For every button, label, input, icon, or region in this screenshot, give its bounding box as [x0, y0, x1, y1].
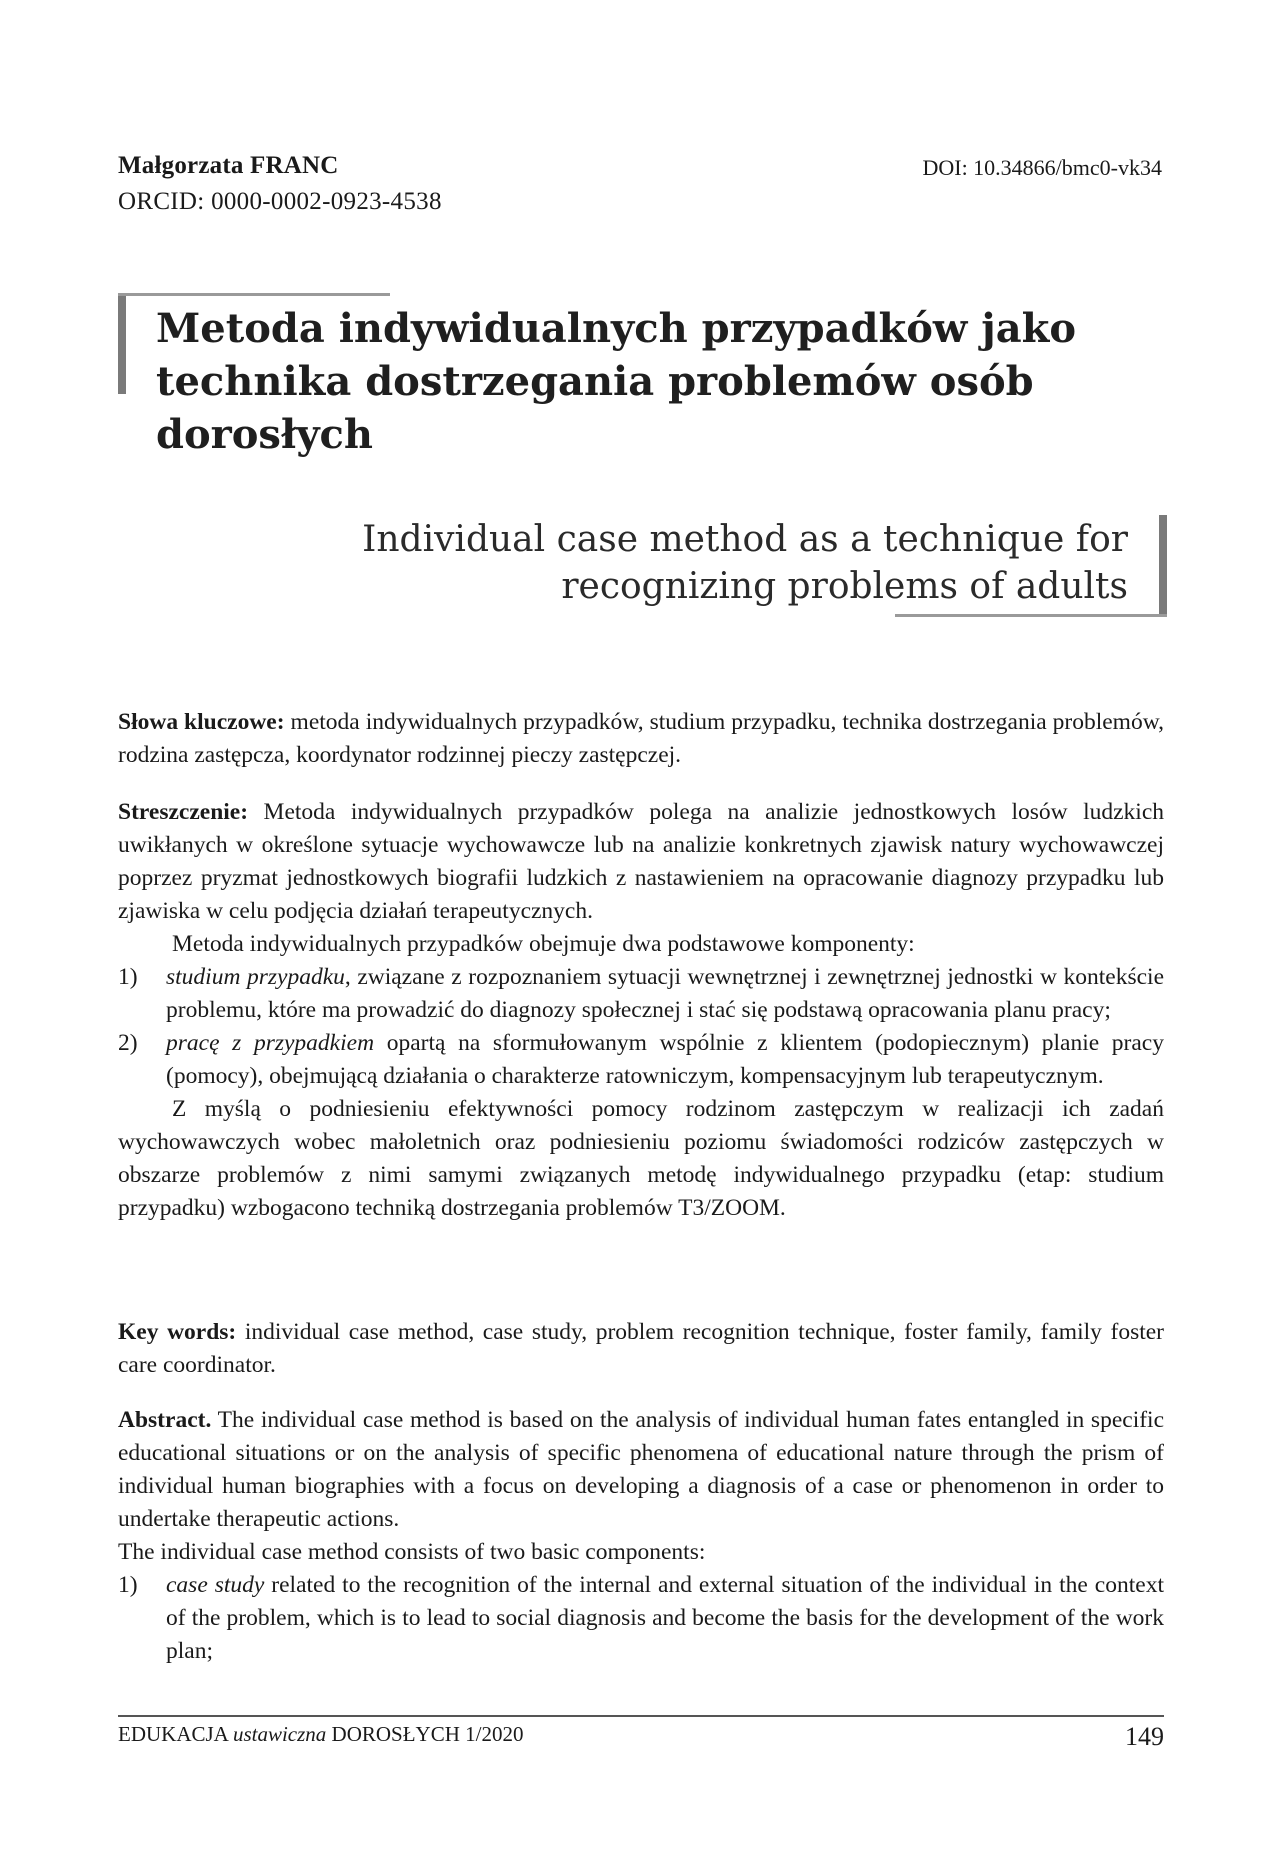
doi: DOI: 10.34866/bmc0-vk34	[922, 155, 1162, 180]
abstract-en-intro: The individual case method is based on the analysis of individual human fates entangled in specific educational situations or on the analysis of specific phenomena of educational nature through the prism of individual human biographies with a focus on developing a diagnosis of a case or phenomenon in order to undertake therapeutic actions.	[118, 1407, 1165, 1532]
title-en-line-2: recognizing problems of adults	[561, 566, 1128, 607]
title-accent-rule	[118, 293, 390, 296]
abstract-en-item-1-term: case study	[166, 1572, 265, 1598]
title-pl-line-1: Metoda indywidualnych przypadków jako	[156, 305, 1077, 352]
subtitle-accent-rule	[895, 614, 1167, 617]
page-number: 149	[1125, 1722, 1164, 1751]
abstract-pl-item-1	[118, 961, 1164, 1027]
author-orcid: ORCID: 0000-0002-0923-4538	[118, 188, 442, 215]
keywords-pl-label: Słowa kluczowe:	[118, 709, 285, 735]
author-name: Małgorzata FRANC	[118, 152, 339, 179]
abstract-en-components-lead: The individual case method consists of two basic components:	[118, 1539, 706, 1565]
abstract-pl-item-1-term: studium przypadku	[166, 964, 345, 990]
article-title-en	[228, 516, 1128, 610]
footer-journal-italic: ustawiczna	[232, 1722, 327, 1746]
abstract-pl	[118, 796, 1164, 1225]
footer-journal-prefix: EDUKACJA	[118, 1722, 228, 1746]
abstract-pl-item-2-text: opartą na sformułowanym wspólnie z klientem (podopiecznym) planie pracy (pomocy), obejmującą działania o charakterze ratowniczym, kompensacyjnym lub terapeutycznym.	[166, 1030, 1164, 1089]
title-en-line-1: Individual case method as a technique for	[362, 519, 1128, 560]
abstract-en-item-1	[118, 1569, 1164, 1668]
abstract-pl-closing: Z myślą o podniesieniu efektywności pomocy rodzinom zastępczym w realizacji ich zadań wychowawczych wobec małoletnich oraz podniesieniu poziomu świadomości rodziców zastępczych w obszarze problemów z nimi samymi związanych metodę indywidualnego przypadku (etap: studium przypadku) wzbogacono techniką dostrzegania problemów T3/ZOOM.	[118, 1096, 1164, 1221]
footer-journal-suffix: DOROSŁYCH 1/2020	[331, 1722, 524, 1746]
keywords-pl	[118, 706, 1164, 772]
title-pl-line-3: dorosłych	[156, 411, 373, 458]
title-accent-bar	[118, 296, 126, 394]
keywords-en-text: individual case method, case study, problem recognition technique, foster family, family foster care coordinator.	[118, 1319, 1164, 1378]
keywords-en-label: Key words:	[118, 1319, 237, 1345]
subtitle-accent-bar	[1159, 515, 1167, 615]
abstract-en-label: Abstract.	[118, 1407, 212, 1433]
title-pl-line-2: technika dostrzegania problemów osób	[156, 358, 1034, 405]
abstract-pl-item-2-term: pracę z przypadkiem	[166, 1030, 375, 1056]
abstract-pl-label: Streszczenie:	[118, 799, 249, 825]
abstract-pl-components-lead: Metoda indywidualnych przypadków obejmuje dwa podstawowe komponenty:	[172, 931, 915, 957]
list-number: 2)	[118, 1030, 138, 1056]
footer-rule	[118, 1715, 1164, 1717]
keywords-pl-text: metoda indywidualnych przypadków, studium przypadku, technika dostrzegania problemów, rodzina zastępcza, koordynator rodzinnej pieczy zastępczej.	[118, 709, 1165, 768]
list-number: 1)	[118, 1572, 138, 1598]
abstract-pl-item-1-text: , związane z rozpoznaniem sytuacji wewnętrznej i zewnętrznej jednostki w kontekście problemu, które ma prowadzić do diagnozy społecznej i stać się podstawą opracowania planu pracy;	[166, 964, 1165, 1023]
article-title-pl	[156, 302, 1116, 461]
list-number: 1)	[118, 964, 138, 990]
abstract-pl-intro: Metoda indywidualnych przypadków polega na analizie jednostkowych losów ludzkich uwikłanych w określone sytuacje wychowawcze lub na analizie konkretnych zjawisk natury wychowawczej poprzez pryzmat jednostkowych biografii ludzkich z nastawieniem na opracowanie diagnozy przypadku lub zjawiska w celu podjęcia działań terapeutycznych.	[118, 799, 1164, 924]
abstract-en	[118, 1404, 1164, 1668]
footer-journal	[118, 1722, 523, 1747]
abstract-en-item-1-text: related to the recognition of the internal and external situation of the individual in the context of the problem, which is to lead to social diagnosis and become the basis for the development of the work plan;	[166, 1572, 1164, 1664]
abstract-pl-item-2	[118, 1027, 1164, 1093]
keywords-en	[118, 1316, 1164, 1382]
